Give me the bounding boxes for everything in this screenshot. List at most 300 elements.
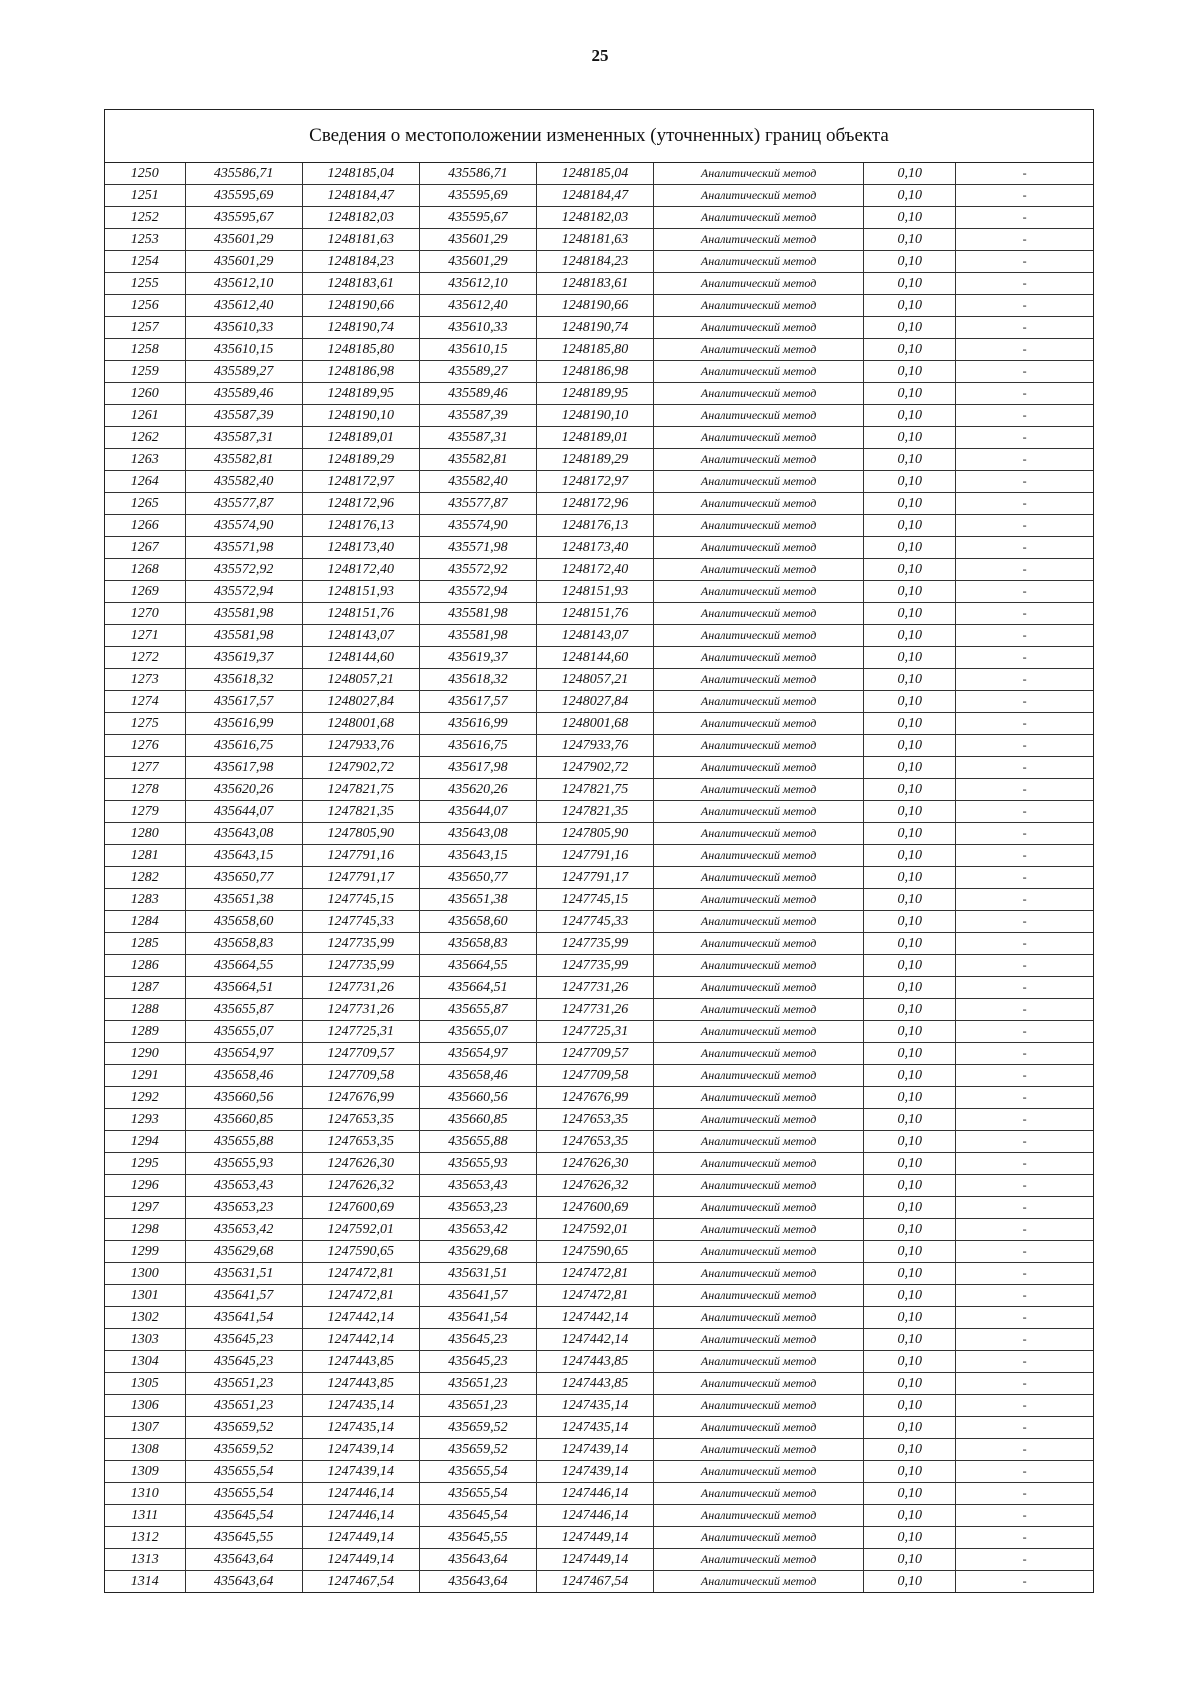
method-cell: Аналитический метод [654,515,864,537]
point-number-cell: 1286 [105,955,185,977]
point-number-cell: 1283 [105,889,185,911]
description-cell: - [956,1219,1093,1241]
table-row [105,1307,1093,1329]
description-cell: - [956,1109,1093,1131]
accuracy-cell: 0,10 [864,977,956,999]
x-existing-cell: 435658,60 [185,911,302,933]
table-row [105,1549,1093,1571]
accuracy-cell: 0,10 [864,669,956,691]
x-new-cell: 435645,23 [419,1329,536,1351]
x-new-cell: 435651,23 [419,1373,536,1395]
y-existing-cell: 1247439,14 [302,1461,419,1483]
table-row [105,1329,1093,1351]
y-existing-cell: 1247676,99 [302,1087,419,1109]
point-number-cell: 1292 [105,1087,185,1109]
y-existing-cell: 1247472,81 [302,1263,419,1285]
y-new-cell: 1248172,96 [536,493,653,515]
x-existing-cell: 435587,31 [185,427,302,449]
x-new-cell: 435641,57 [419,1285,536,1307]
x-existing-cell: 435664,55 [185,955,302,977]
point-number-cell: 1253 [105,229,185,251]
description-cell: - [956,163,1093,185]
method-cell: Аналитический метод [654,1417,864,1439]
y-existing-cell: 1248190,10 [302,405,419,427]
method-cell: Аналитический метод [654,317,864,339]
point-number-cell: 1307 [105,1417,185,1439]
description-cell: - [956,537,1093,559]
x-new-cell: 435655,54 [419,1483,536,1505]
accuracy-cell: 0,10 [864,1505,956,1527]
x-new-cell: 435651,38 [419,889,536,911]
point-number-cell: 1300 [105,1263,185,1285]
accuracy-cell: 0,10 [864,933,956,955]
method-cell: Аналитический метод [654,339,864,361]
x-existing-cell: 435651,38 [185,889,302,911]
point-number-cell: 1291 [105,1065,185,1087]
y-existing-cell: 1247709,58 [302,1065,419,1087]
table-row [105,779,1093,801]
x-existing-cell: 435645,54 [185,1505,302,1527]
x-existing-cell: 435582,40 [185,471,302,493]
x-new-cell: 435660,85 [419,1109,536,1131]
x-existing-cell: 435651,23 [185,1373,302,1395]
y-existing-cell: 1248185,80 [302,339,419,361]
y-existing-cell: 1247653,35 [302,1131,419,1153]
y-existing-cell: 1248181,63 [302,229,419,251]
table-row [105,383,1093,405]
y-existing-cell: 1248182,03 [302,207,419,229]
x-existing-cell: 435616,99 [185,713,302,735]
x-new-cell: 435645,23 [419,1351,536,1373]
point-number-cell: 1313 [105,1549,185,1571]
point-number-cell: 1254 [105,251,185,273]
accuracy-cell: 0,10 [864,735,956,757]
accuracy-cell: 0,10 [864,1109,956,1131]
x-existing-cell: 435645,55 [185,1527,302,1549]
method-cell: Аналитический метод [654,845,864,867]
y-new-cell: 1248190,74 [536,317,653,339]
y-new-cell: 1247709,57 [536,1043,653,1065]
description-cell: - [956,1527,1093,1549]
accuracy-cell: 0,10 [864,383,956,405]
y-existing-cell: 1248057,21 [302,669,419,691]
point-number-cell: 1264 [105,471,185,493]
description-cell: - [956,757,1093,779]
description-cell: - [956,911,1093,933]
x-new-cell: 435617,98 [419,757,536,779]
point-number-cell: 1256 [105,295,185,317]
y-new-cell: 1247435,14 [536,1417,653,1439]
description-cell: - [956,339,1093,361]
table-row [105,1087,1093,1109]
y-existing-cell: 1247725,31 [302,1021,419,1043]
y-new-cell: 1247442,14 [536,1307,653,1329]
method-cell: Аналитический метод [654,1505,864,1527]
x-new-cell: 435581,98 [419,625,536,647]
x-existing-cell: 435651,23 [185,1395,302,1417]
y-existing-cell: 1248176,13 [302,515,419,537]
table-row [105,955,1093,977]
method-cell: Аналитический метод [654,405,864,427]
x-new-cell: 435610,15 [419,339,536,361]
table-row [105,1263,1093,1285]
method-cell: Аналитический метод [654,559,864,581]
y-new-cell: 1248172,40 [536,559,653,581]
table-row [105,537,1093,559]
description-cell: - [956,427,1093,449]
y-new-cell: 1247449,14 [536,1527,653,1549]
y-new-cell: 1247653,35 [536,1109,653,1131]
table-row [105,1439,1093,1461]
y-new-cell: 1247653,35 [536,1131,653,1153]
x-new-cell: 435616,75 [419,735,536,757]
accuracy-cell: 0,10 [864,1373,956,1395]
description-cell: - [956,405,1093,427]
x-existing-cell: 435643,64 [185,1549,302,1571]
x-new-cell: 435654,97 [419,1043,536,1065]
description-cell: - [956,1329,1093,1351]
accuracy-cell: 0,10 [864,273,956,295]
point-number-cell: 1261 [105,405,185,427]
y-new-cell: 1247446,14 [536,1505,653,1527]
x-new-cell: 435571,98 [419,537,536,559]
method-cell: Аналитический метод [654,449,864,471]
y-new-cell: 1247600,69 [536,1197,653,1219]
description-cell: - [956,317,1093,339]
y-new-cell: 1247735,99 [536,955,653,977]
x-new-cell: 435651,23 [419,1395,536,1417]
x-existing-cell: 435582,81 [185,449,302,471]
method-cell: Аналитический метод [654,1021,864,1043]
y-new-cell: 1248190,66 [536,295,653,317]
y-existing-cell: 1247745,33 [302,911,419,933]
method-cell: Аналитический метод [654,1043,864,1065]
point-number-cell: 1295 [105,1153,185,1175]
y-existing-cell: 1248172,97 [302,471,419,493]
x-existing-cell: 435617,98 [185,757,302,779]
y-existing-cell: 1248189,01 [302,427,419,449]
y-existing-cell: 1247821,35 [302,801,419,823]
y-existing-cell: 1248186,98 [302,361,419,383]
method-cell: Аналитический метод [654,1527,864,1549]
y-new-cell: 1247791,16 [536,845,653,867]
point-number-cell: 1274 [105,691,185,713]
y-new-cell: 1248181,63 [536,229,653,251]
point-number-cell: 1266 [105,515,185,537]
table-row [105,889,1093,911]
x-existing-cell: 435581,98 [185,603,302,625]
y-new-cell: 1248189,29 [536,449,653,471]
description-cell: - [956,735,1093,757]
x-existing-cell: 435586,71 [185,163,302,185]
y-existing-cell: 1248173,40 [302,537,419,559]
point-number-cell: 1282 [105,867,185,889]
accuracy-cell: 0,10 [864,317,956,339]
description-cell: - [956,1439,1093,1461]
accuracy-cell: 0,10 [864,779,956,801]
method-cell: Аналитический метод [654,1131,864,1153]
point-number-cell: 1263 [105,449,185,471]
point-number-cell: 1275 [105,713,185,735]
accuracy-cell: 0,10 [864,559,956,581]
x-existing-cell: 435629,68 [185,1241,302,1263]
x-existing-cell: 435572,92 [185,559,302,581]
x-new-cell: 435653,42 [419,1219,536,1241]
accuracy-cell: 0,10 [864,1087,956,1109]
y-new-cell: 1247443,85 [536,1373,653,1395]
y-existing-cell: 1247735,99 [302,955,419,977]
x-existing-cell: 435655,93 [185,1153,302,1175]
method-cell: Аналитический метод [654,295,864,317]
y-new-cell: 1247676,99 [536,1087,653,1109]
x-existing-cell: 435643,15 [185,845,302,867]
table-row [105,1109,1093,1131]
y-new-cell: 1248144,60 [536,647,653,669]
y-existing-cell: 1248190,66 [302,295,419,317]
description-cell: - [956,361,1093,383]
table-row [105,1395,1093,1417]
description-cell: - [956,801,1093,823]
method-cell: Аналитический метод [654,1351,864,1373]
method-cell: Аналитический метод [654,1219,864,1241]
x-existing-cell: 435610,33 [185,317,302,339]
method-cell: Аналитический метод [654,823,864,845]
table-row [105,581,1093,603]
accuracy-cell: 0,10 [864,1571,956,1593]
table-row [105,1043,1093,1065]
y-existing-cell: 1247439,14 [302,1439,419,1461]
accuracy-cell: 0,10 [864,911,956,933]
table-row [105,229,1093,251]
description-cell: - [956,1043,1093,1065]
x-new-cell: 435643,64 [419,1549,536,1571]
y-existing-cell: 1248144,60 [302,647,419,669]
point-number-cell: 1308 [105,1439,185,1461]
x-new-cell: 435577,87 [419,493,536,515]
y-new-cell: 1248186,98 [536,361,653,383]
y-existing-cell: 1247731,26 [302,977,419,999]
description-cell: - [956,1263,1093,1285]
y-existing-cell: 1248183,61 [302,273,419,295]
accuracy-cell: 0,10 [864,163,956,185]
x-existing-cell: 435659,52 [185,1439,302,1461]
y-existing-cell: 1248184,23 [302,251,419,273]
table-body [105,163,1093,1592]
table-row [105,251,1093,273]
x-new-cell: 435643,15 [419,845,536,867]
table-caption: Сведения о местоположении измененных (уточненных) границ объекта [105,110,1093,163]
x-new-cell: 435617,57 [419,691,536,713]
y-existing-cell: 1248001,68 [302,713,419,735]
x-existing-cell: 435601,29 [185,229,302,251]
method-cell: Аналитический метод [654,625,864,647]
description-cell: - [956,625,1093,647]
point-number-cell: 1276 [105,735,185,757]
x-existing-cell: 435571,98 [185,537,302,559]
x-existing-cell: 435641,57 [185,1285,302,1307]
x-existing-cell: 435616,75 [185,735,302,757]
description-cell: - [956,669,1093,691]
point-number-cell: 1255 [105,273,185,295]
accuracy-cell: 0,10 [864,581,956,603]
point-number-cell: 1259 [105,361,185,383]
description-cell: - [956,1175,1093,1197]
point-number-cell: 1250 [105,163,185,185]
x-new-cell: 435655,93 [419,1153,536,1175]
description-cell: - [956,1417,1093,1439]
y-existing-cell: 1247600,69 [302,1197,419,1219]
table-row [105,757,1093,779]
accuracy-cell: 0,10 [864,1285,956,1307]
x-existing-cell: 435660,56 [185,1087,302,1109]
x-new-cell: 435572,94 [419,581,536,603]
description-cell: - [956,273,1093,295]
accuracy-cell: 0,10 [864,1549,956,1571]
accuracy-cell: 0,10 [864,427,956,449]
accuracy-cell: 0,10 [864,449,956,471]
method-cell: Аналитический метод [654,1087,864,1109]
description-cell: - [956,713,1093,735]
x-new-cell: 435653,23 [419,1197,536,1219]
y-new-cell: 1248001,68 [536,713,653,735]
accuracy-cell: 0,10 [864,713,956,735]
y-new-cell: 1248182,03 [536,207,653,229]
point-number-cell: 1290 [105,1043,185,1065]
table-row [105,1021,1093,1043]
description-cell: - [956,493,1093,515]
x-existing-cell: 435631,51 [185,1263,302,1285]
y-new-cell: 1247446,14 [536,1483,653,1505]
table-row [105,405,1093,427]
x-new-cell: 435659,52 [419,1439,536,1461]
accuracy-cell: 0,10 [864,1439,956,1461]
accuracy-cell: 0,10 [864,757,956,779]
accuracy-cell: 0,10 [864,823,956,845]
method-cell: Аналитический метод [654,603,864,625]
table-row [105,845,1093,867]
point-number-cell: 1270 [105,603,185,625]
y-new-cell: 1248173,40 [536,537,653,559]
x-existing-cell: 435650,77 [185,867,302,889]
description-cell: - [956,1021,1093,1043]
accuracy-cell: 0,10 [864,537,956,559]
accuracy-cell: 0,10 [864,691,956,713]
table-row [105,1065,1093,1087]
point-number-cell: 1293 [105,1109,185,1131]
x-new-cell: 435612,10 [419,273,536,295]
x-new-cell: 435582,40 [419,471,536,493]
accuracy-cell: 0,10 [864,955,956,977]
point-number-cell: 1314 [105,1571,185,1593]
x-new-cell: 435655,88 [419,1131,536,1153]
x-new-cell: 435643,08 [419,823,536,845]
accuracy-cell: 0,10 [864,1417,956,1439]
x-new-cell: 435612,40 [419,295,536,317]
y-existing-cell: 1247435,14 [302,1395,419,1417]
y-new-cell: 1248143,07 [536,625,653,647]
table-row [105,625,1093,647]
method-cell: Аналитический метод [654,1263,864,1285]
y-existing-cell: 1247449,14 [302,1527,419,1549]
y-new-cell: 1247731,26 [536,999,653,1021]
method-cell: Аналитический метод [654,867,864,889]
y-existing-cell: 1247805,90 [302,823,419,845]
y-existing-cell: 1247443,85 [302,1351,419,1373]
table-row [105,1417,1093,1439]
x-new-cell: 435655,54 [419,1461,536,1483]
x-existing-cell: 435645,23 [185,1351,302,1373]
y-new-cell: 1247592,01 [536,1219,653,1241]
x-new-cell: 435629,68 [419,1241,536,1263]
y-new-cell: 1247626,30 [536,1153,653,1175]
x-existing-cell: 435612,40 [185,295,302,317]
y-existing-cell: 1247626,30 [302,1153,419,1175]
point-number-cell: 1267 [105,537,185,559]
table-row [105,735,1093,757]
accuracy-cell: 0,10 [864,1483,956,1505]
point-number-cell: 1279 [105,801,185,823]
x-new-cell: 435631,51 [419,1263,536,1285]
point-number-cell: 1289 [105,1021,185,1043]
x-new-cell: 435664,55 [419,955,536,977]
description-cell: - [956,977,1093,999]
table-row [105,449,1093,471]
y-existing-cell: 1247902,72 [302,757,419,779]
accuracy-cell: 0,10 [864,361,956,383]
method-cell: Аналитический метод [654,1395,864,1417]
y-existing-cell: 1248143,07 [302,625,419,647]
table-row [105,1483,1093,1505]
x-new-cell: 435643,64 [419,1571,536,1593]
x-existing-cell: 435655,87 [185,999,302,1021]
x-existing-cell: 435655,54 [185,1461,302,1483]
table-row [105,1373,1093,1395]
x-new-cell: 435616,99 [419,713,536,735]
accuracy-cell: 0,10 [864,471,956,493]
method-cell: Аналитический метод [654,757,864,779]
x-new-cell: 435653,43 [419,1175,536,1197]
y-existing-cell: 1248151,93 [302,581,419,603]
method-cell: Аналитический метод [654,207,864,229]
accuracy-cell: 0,10 [864,625,956,647]
method-cell: Аналитический метод [654,1153,864,1175]
method-cell: Аналитический метод [654,713,864,735]
description-cell: - [956,1065,1093,1087]
method-cell: Аналитический метод [654,1483,864,1505]
table-row [105,1175,1093,1197]
y-existing-cell: 1247653,35 [302,1109,419,1131]
method-cell: Аналитический метод [654,1307,864,1329]
point-number-cell: 1258 [105,339,185,361]
coordinates-table-frame [104,109,1094,1593]
accuracy-cell: 0,10 [864,1219,956,1241]
y-new-cell: 1247449,14 [536,1549,653,1571]
method-cell: Аналитический метод [654,977,864,999]
y-existing-cell: 1247745,15 [302,889,419,911]
x-new-cell: 435658,60 [419,911,536,933]
y-existing-cell: 1248189,29 [302,449,419,471]
method-cell: Аналитический метод [654,1197,864,1219]
description-cell: - [956,229,1093,251]
x-existing-cell: 435577,87 [185,493,302,515]
x-new-cell: 435650,77 [419,867,536,889]
y-new-cell: 1248151,93 [536,581,653,603]
table-row [105,823,1093,845]
x-existing-cell: 435653,23 [185,1197,302,1219]
method-cell: Аналитический метод [654,1461,864,1483]
accuracy-cell: 0,10 [864,185,956,207]
description-cell: - [956,1153,1093,1175]
